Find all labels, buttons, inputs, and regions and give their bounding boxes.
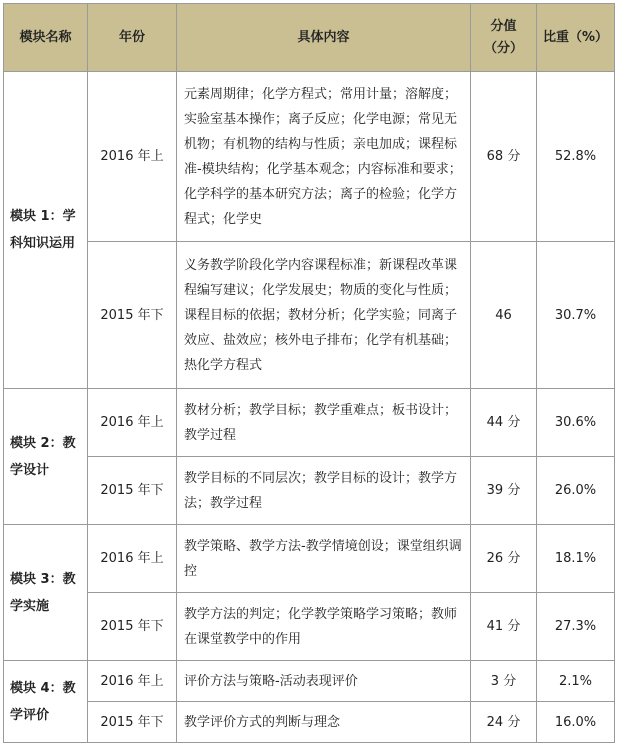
- header-content: 具体内容: [177, 4, 471, 72]
- weight-cell: 2.1%: [537, 661, 615, 702]
- score-cell: 46: [471, 242, 537, 389]
- score-cell: 68 分: [471, 72, 537, 242]
- table-row: [4, 525, 615, 593]
- weight-cell: 26.0%: [537, 457, 615, 525]
- weight-cell: 30.7%: [537, 242, 615, 389]
- weight-cell: 52.8%: [537, 72, 615, 242]
- year-cell: 2015 年下: [88, 593, 177, 661]
- content-cell: 教学策略、教学方法-教学情境创设；课堂组织调控: [177, 525, 471, 593]
- content-cell: 元素周期律；化学方程式；常用计量；溶解度；实验室基本操作；离子反应；化学电源；常见无机物；有机物的结构与性质；亲电加成；课程标准-模块结构；化学基本观念；内容标准和要求；化学科学的基本研究方法；离子的检验；化学方程式；化学史: [177, 72, 471, 242]
- year-cell: 2015 年下: [88, 242, 177, 389]
- module-name: 模块 2：教学设计: [4, 389, 88, 525]
- score-cell: 26 分: [471, 525, 537, 593]
- weight-cell: 30.6%: [537, 389, 615, 457]
- weight-cell: 18.1%: [537, 525, 615, 593]
- year-cell: 2016 年上: [88, 72, 177, 242]
- header-score: 分值（分）: [471, 4, 537, 72]
- header-year: 年份: [88, 4, 177, 72]
- content-cell: 义务教学阶段化学内容课程标准；新课程改革课程编写建议；化学发展史；物质的变化与性质；课程目标的依据；教材分析；化学实验；同离子效应、盐效应；核外电子排布；化学有机基础；热化学方程式: [177, 242, 471, 389]
- module-name: 模块 4：教学评价: [4, 661, 88, 743]
- table-row: [4, 389, 615, 457]
- score-cell: 44 分: [471, 389, 537, 457]
- weight-cell: 16.0%: [537, 702, 615, 743]
- table-row: [4, 661, 615, 702]
- score-cell: 3 分: [471, 661, 537, 702]
- score-cell: 24 分: [471, 702, 537, 743]
- header-module: 模块名称: [4, 4, 88, 72]
- year-cell: 2016 年上: [88, 661, 177, 702]
- content-cell: 教学目标的不同层次；教学目标的设计；教学方法；教学过程: [177, 457, 471, 525]
- exam-module-table: [3, 3, 615, 743]
- content-cell: 评价方法与策略-活动表现评价: [177, 661, 471, 702]
- table-row: [4, 457, 615, 525]
- table-row: [4, 702, 615, 743]
- table-row: [4, 593, 615, 661]
- module-name: 模块 3：教学实施: [4, 525, 88, 661]
- content-cell: 教学方法的判定；化学教学策略学习策略；教师在课堂教学中的作用: [177, 593, 471, 661]
- content-cell: 教学评价方式的判断与理念: [177, 702, 471, 743]
- module-name: 模块 1：学科知识运用: [4, 72, 88, 389]
- content-cell: 教材分析；教学目标；教学重难点；板书设计；教学过程: [177, 389, 471, 457]
- header-row: [4, 4, 615, 72]
- table-row: [4, 242, 615, 389]
- table-row: [4, 72, 615, 242]
- score-cell: 39 分: [471, 457, 537, 525]
- score-cell: 41 分: [471, 593, 537, 661]
- year-cell: 2016 年上: [88, 389, 177, 457]
- header-weight: 比重（%）: [537, 4, 615, 72]
- year-cell: 2015 年下: [88, 702, 177, 743]
- year-cell: 2015 年下: [88, 457, 177, 525]
- weight-cell: 27.3%: [537, 593, 615, 661]
- year-cell: 2016 年上: [88, 525, 177, 593]
